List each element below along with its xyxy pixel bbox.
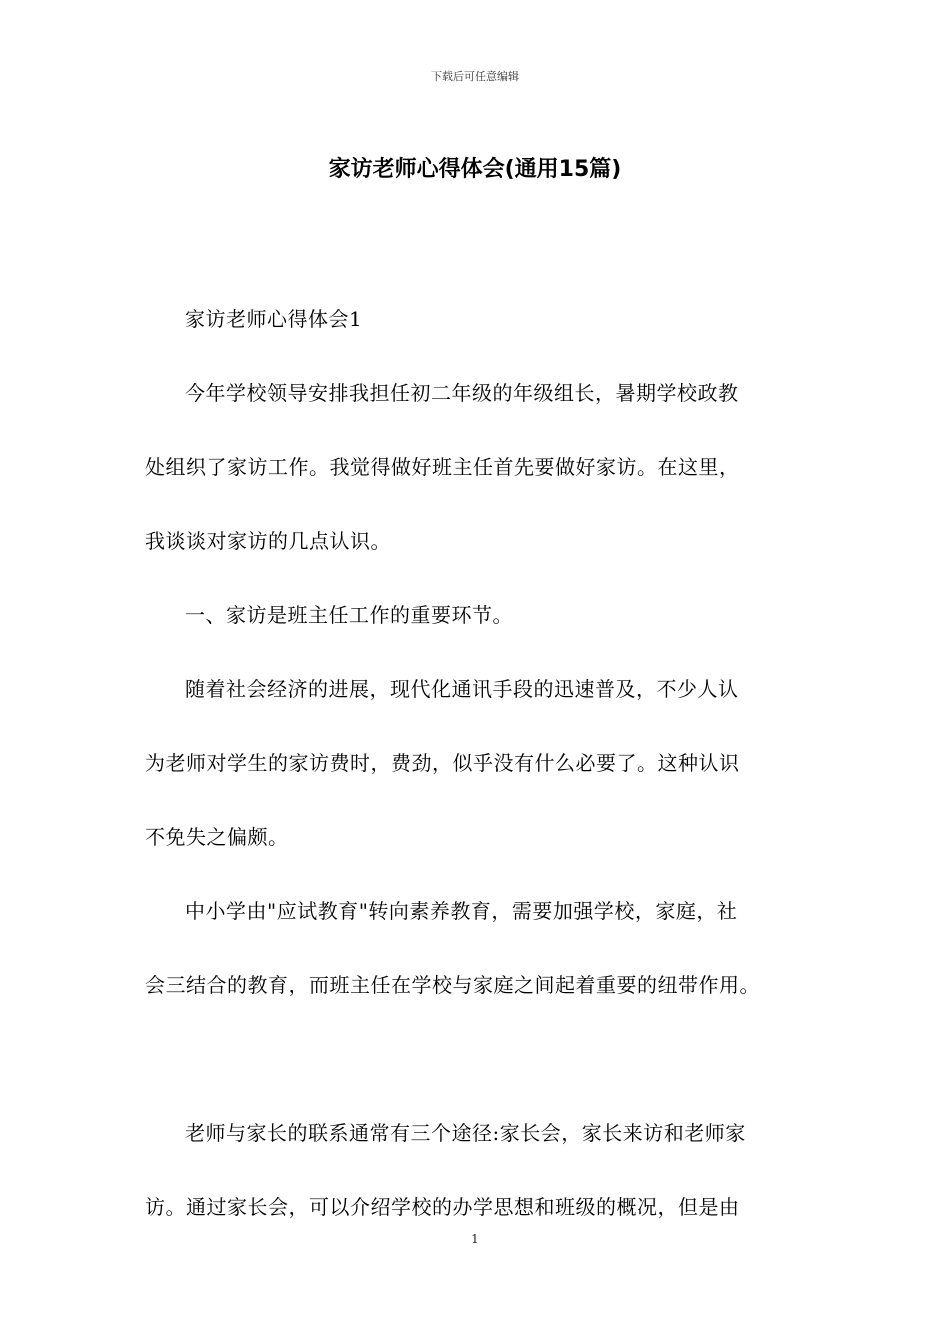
document-body: [145, 282, 820, 1244]
text-line: 会三结合的教育，而班主任在学校与家庭之间起着重要的纽带作用。: [145, 973, 760, 997]
blank-line: [145, 1022, 820, 1096]
text-line: 为老师对学生的家访费时，费劲，似乎没有什么必要了。这种认识: [145, 751, 740, 775]
page-number: 1: [471, 1232, 479, 1246]
text-line: 今年学校领导安排我担任初二年级的年级组长，暑期学校政教: [185, 381, 739, 405]
text-line: 家访老师心得体会1: [185, 307, 363, 331]
text-line: 我谈谈对家访的几点认识。: [145, 529, 391, 553]
paragraph: [145, 874, 820, 1022]
text-line: 随着社会经济的进展，现代化通讯手段的迅速普及，不少人认: [185, 677, 739, 701]
text-line: 老师与家长的联系通常有三个途径:家长会，家长来访和老师家: [185, 1121, 746, 1145]
paragraph: [145, 1096, 820, 1244]
paragraph: [145, 356, 820, 578]
text-line: 一、家访是班主任工作的重要环节。: [185, 603, 513, 627]
paragraph-section-heading: [145, 578, 820, 652]
text-line: 访。通过家长会，可以介绍学校的办学思想和班级的概况，但是由: [145, 1195, 740, 1219]
paragraph: [145, 652, 820, 874]
text-line: 中小学由"应试教育"转向素养教育，需要加强学校，家庭，社: [185, 899, 738, 923]
text-line: 处组织了家访工作。我觉得做好班主任首先要做好家访。在这里，: [145, 455, 740, 479]
header-note: 下载后可任意编辑: [431, 70, 519, 83]
document-title: 家访老师心得体会(通用15篇): [328, 157, 622, 182]
text-line: 不免失之偏颇。: [145, 825, 289, 849]
paragraph-heading-1: [145, 282, 820, 356]
